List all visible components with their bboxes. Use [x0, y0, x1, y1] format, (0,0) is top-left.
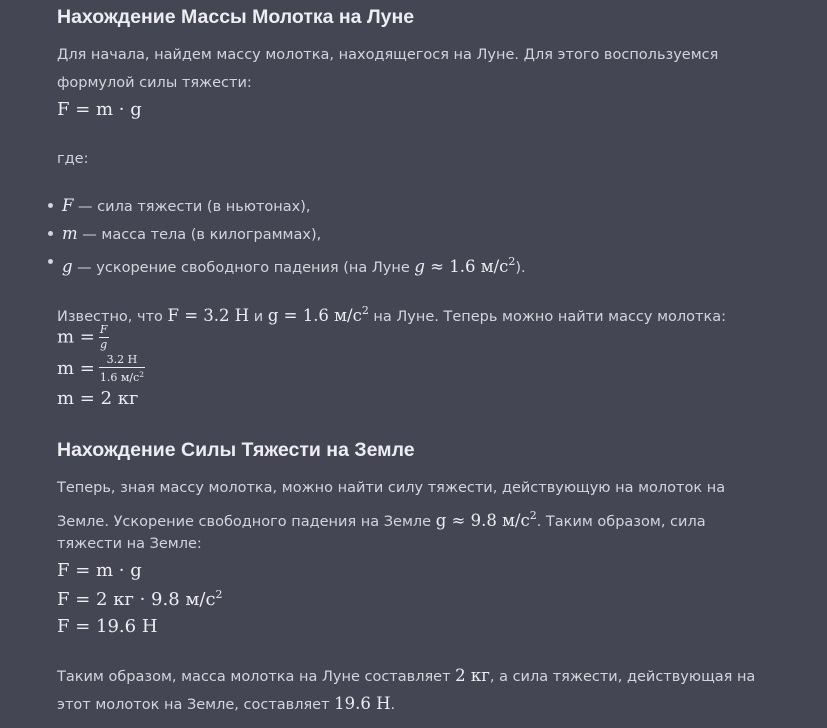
equation-mass-fraction: m = $\frac{F}{g}$	[57, 323, 108, 351]
known-values-paragraph: Известно, что F = 3.2 Н и g = 1.6 $м/с^2$ на Луне. Теперь можно найти массу молотка:	[57, 304, 727, 325]
symbol-f: F	[62, 196, 74, 215]
earth-paragraph-line3: тяжести на Земле:	[57, 536, 202, 552]
earth-paragraph-line1: Теперь, зная массу молотка, можно найти силу тяжести, действующую на молоток на	[57, 480, 726, 496]
earth-paragraph-line2: Земле. Ускорение свободного падения на Земле g ≈ 9.8 $м/с^2$. Таким образом, сила	[57, 509, 706, 530]
list-item-end: ).	[515, 260, 526, 276]
conclusion-mass: 2 кг	[455, 666, 490, 685]
equation-mass-values: m = $\frac{3.2 Н}{1.6 м/с^2}$	[57, 353, 145, 384]
known-force: F = 3.2 Н	[167, 306, 250, 325]
formula-gravity: F = m · g	[57, 99, 142, 120]
bullet-dot	[48, 259, 53, 264]
list-item-text: — сила тяжести (в ньютонах),	[73, 199, 311, 215]
earth-g-value: g ≈ 9.8 $м/с^2$	[435, 509, 537, 530]
where-label: где:	[57, 151, 89, 167]
equation-force-formula: F = m · g	[57, 560, 142, 581]
fraction: $\frac{3.2 Н}{1.6 м/с^2}$	[99, 353, 145, 384]
intro-paragraph-line2: формулой силы тяжести:	[57, 75, 252, 91]
equation-mass-result: m = 2 кг	[57, 388, 139, 409]
list-item-force	[62, 192, 311, 221]
moon-g-value: g ≈ 1.6 $м/с^2$	[414, 255, 516, 276]
conclusion-line2: этот молоток на Земле, составляет 19.6 Н.	[57, 694, 396, 713]
equation-force-values: F = 2 кг · 9.8 $м/с^2$	[57, 588, 223, 610]
symbol-g: g	[62, 257, 73, 276]
known-g: g = 1.6 $м/с^2$	[267, 304, 369, 325]
bullet-dot	[48, 231, 53, 236]
section-heading-earth: Нахождение Силы Тяжести на Земле	[57, 439, 415, 461]
list-item-acceleration	[62, 248, 526, 282]
symbol-m: m	[62, 224, 78, 243]
conclusion-force: 19.6 Н	[334, 694, 391, 713]
conclusion-line1: Таким образом, масса молотка на Луне составляет 2 кг, а сила тяжести, действующая на	[57, 666, 756, 685]
section-heading-moon: Нахождение Массы Молотка на Луне	[57, 6, 415, 28]
list-item-text: — масса тела (в килограммах),	[77, 227, 322, 243]
fraction: $\frac{F}{g}$	[99, 323, 108, 351]
intro-paragraph-line1: Для начала, найдем массу молотка, находящегося на Луне. Для этого воспользуемся	[57, 47, 719, 63]
bullet-dot	[48, 203, 53, 208]
equation-force-result: F = 19.6 Н	[57, 616, 158, 637]
list-item-mass	[62, 220, 321, 249]
list-item-text: — ускорение свободного падения (на Луне	[72, 260, 415, 276]
